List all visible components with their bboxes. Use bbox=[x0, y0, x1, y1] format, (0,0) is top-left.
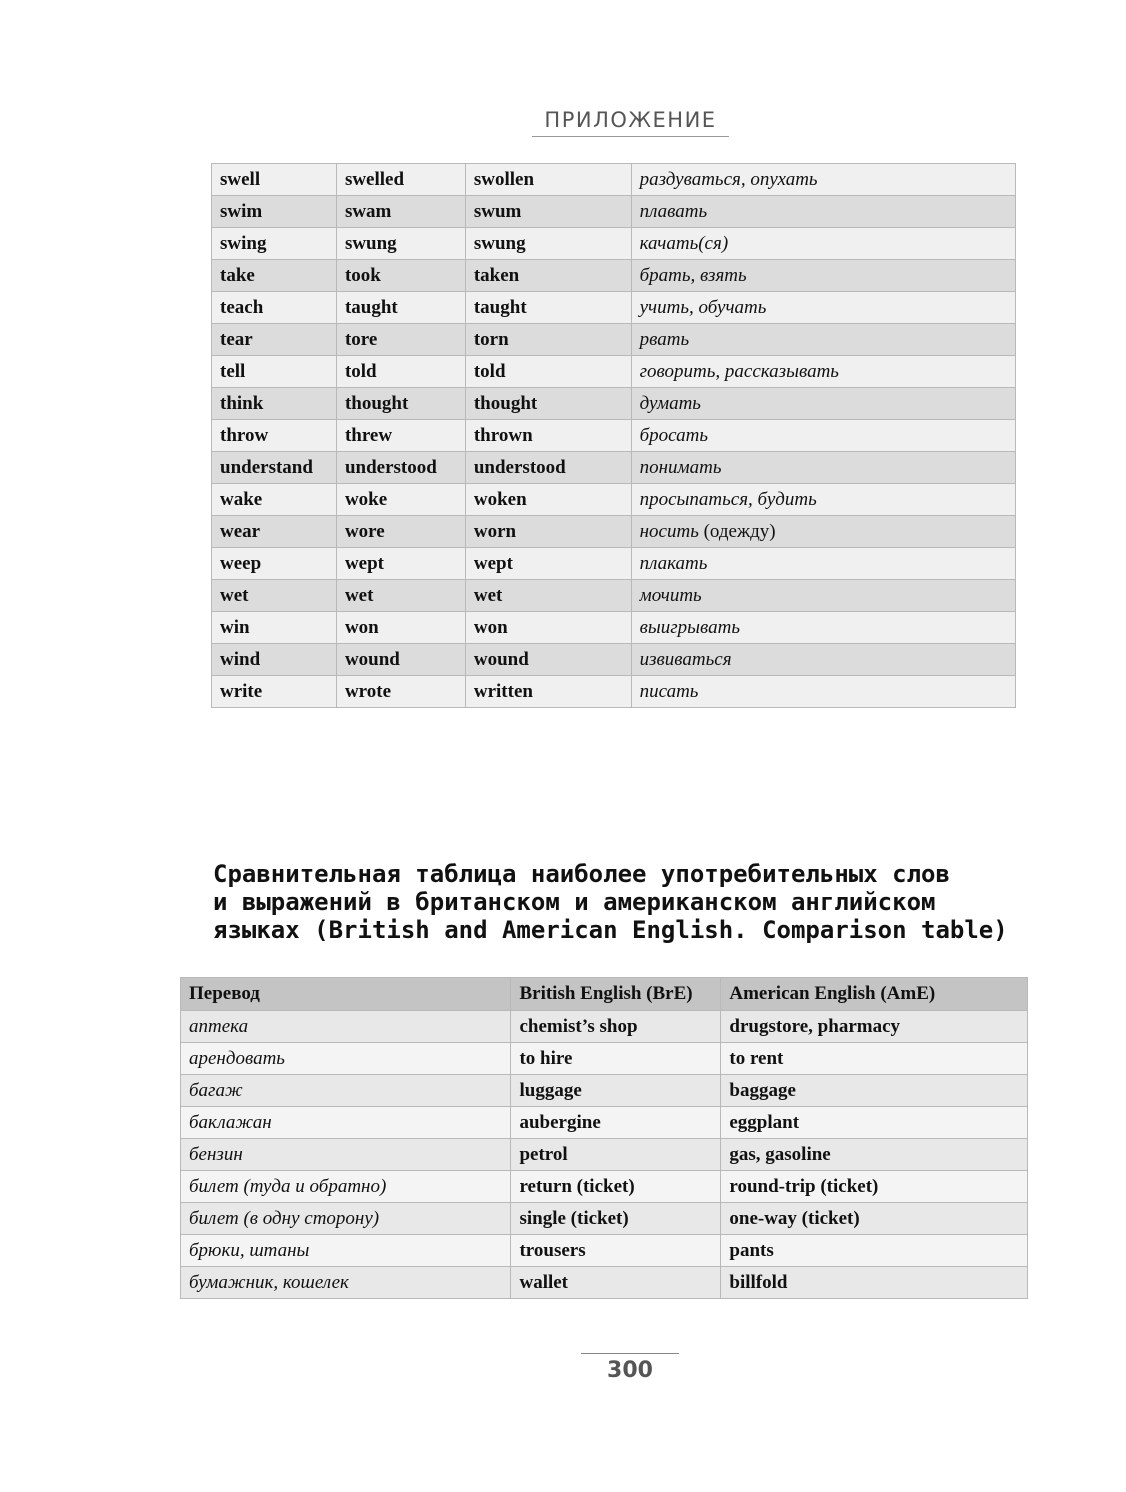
cell-translation: бумажник, кошелек bbox=[181, 1267, 511, 1299]
verb-base-form: wind bbox=[212, 644, 337, 676]
table-row bbox=[212, 516, 1016, 548]
cell-american: gas, gasoline bbox=[721, 1139, 1028, 1171]
table-row bbox=[212, 324, 1016, 356]
verb-past-simple: understood bbox=[336, 452, 465, 484]
verb-base-form: throw bbox=[212, 420, 337, 452]
cell-translation: аптека bbox=[181, 1011, 511, 1043]
verbs-table-body bbox=[212, 164, 1016, 708]
verb-base-form: swell bbox=[212, 164, 337, 196]
translation-text: учить, обучать bbox=[639, 296, 767, 318]
header-british: British English (BrE) bbox=[511, 978, 721, 1011]
translation-text: писать bbox=[639, 680, 699, 702]
translation-text: качать(ся) bbox=[639, 232, 729, 254]
translation-text: раздуваться, опухать bbox=[639, 168, 818, 190]
cell-translation: багаж bbox=[181, 1075, 511, 1107]
verb-base-form: weep bbox=[212, 548, 337, 580]
verb-past-simple: won bbox=[336, 612, 465, 644]
title-line: и выражений в британском и американском английском bbox=[213, 888, 936, 916]
verb-past-participle: swung bbox=[465, 228, 631, 260]
verb-past-participle: woken bbox=[465, 484, 631, 516]
verb-base-form: wake bbox=[212, 484, 337, 516]
cell-translation: арендовать bbox=[181, 1043, 511, 1075]
cell-american: one-way (ticket) bbox=[721, 1203, 1028, 1235]
table-row bbox=[212, 580, 1016, 612]
header-american: American English (AmE) bbox=[721, 978, 1028, 1011]
table-row bbox=[181, 1267, 1028, 1299]
table-row bbox=[212, 356, 1016, 388]
translation-text: просыпаться, будить bbox=[639, 488, 817, 510]
page-number: 300 bbox=[581, 1353, 679, 1383]
translation-text: думать bbox=[639, 392, 701, 414]
verb-base-form: swim bbox=[212, 196, 337, 228]
verb-past-participle: won bbox=[465, 612, 631, 644]
table-row bbox=[212, 676, 1016, 708]
verb-translation bbox=[631, 452, 1015, 484]
verb-past-participle: wet bbox=[465, 580, 631, 612]
verb-past-simple: threw bbox=[336, 420, 465, 452]
cell-american: to rent bbox=[721, 1043, 1028, 1075]
verb-past-simple: tore bbox=[336, 324, 465, 356]
verb-base-form: win bbox=[212, 612, 337, 644]
comparison-table-body bbox=[181, 1011, 1028, 1299]
verb-past-simple: wore bbox=[336, 516, 465, 548]
verb-past-participle: taken bbox=[465, 260, 631, 292]
table-row bbox=[212, 644, 1016, 676]
verb-past-simple: woke bbox=[336, 484, 465, 516]
verb-translation bbox=[631, 164, 1015, 196]
verb-past-participle: torn bbox=[465, 324, 631, 356]
translation-text: извиваться bbox=[639, 648, 732, 670]
table-row bbox=[181, 1139, 1028, 1171]
cell-american: baggage bbox=[721, 1075, 1028, 1107]
cell-translation: билет (туда и обратно) bbox=[181, 1171, 511, 1203]
table-row bbox=[181, 1075, 1028, 1107]
verb-translation bbox=[631, 324, 1015, 356]
verb-translation bbox=[631, 292, 1015, 324]
cell-british: return (ticket) bbox=[511, 1171, 721, 1203]
verb-past-participle: thrown bbox=[465, 420, 631, 452]
verb-past-simple: swam bbox=[336, 196, 465, 228]
verb-base-form: think bbox=[212, 388, 337, 420]
table-row bbox=[212, 548, 1016, 580]
table-header-row bbox=[181, 978, 1028, 1011]
verb-past-simple: wept bbox=[336, 548, 465, 580]
table-row bbox=[181, 1043, 1028, 1075]
cell-british: single (ticket) bbox=[511, 1203, 721, 1235]
cell-british: luggage bbox=[511, 1075, 721, 1107]
verb-translation bbox=[631, 196, 1015, 228]
verb-past-participle: understood bbox=[465, 452, 631, 484]
verb-translation bbox=[631, 516, 1015, 548]
verb-past-simple: took bbox=[336, 260, 465, 292]
verb-past-participle: swum bbox=[465, 196, 631, 228]
verb-base-form: take bbox=[212, 260, 337, 292]
verb-translation bbox=[631, 580, 1015, 612]
cell-british: trousers bbox=[511, 1235, 721, 1267]
title-line: Сравнительная таблица наиболее употребительных слов bbox=[213, 860, 950, 888]
verb-past-participle: thought bbox=[465, 388, 631, 420]
table-row bbox=[212, 452, 1016, 484]
verb-past-participle: swollen bbox=[465, 164, 631, 196]
verb-past-simple: wrote bbox=[336, 676, 465, 708]
verb-past-participle: wound bbox=[465, 644, 631, 676]
verb-base-form: tear bbox=[212, 324, 337, 356]
cell-british: petrol bbox=[511, 1139, 721, 1171]
comparison-section-title bbox=[213, 860, 1013, 944]
verb-past-simple: swelled bbox=[336, 164, 465, 196]
verb-past-simple: wet bbox=[336, 580, 465, 612]
translation-text: понимать bbox=[639, 456, 722, 478]
table-row bbox=[212, 612, 1016, 644]
verb-translation bbox=[631, 388, 1015, 420]
verb-translation bbox=[631, 356, 1015, 388]
table-row bbox=[181, 1203, 1028, 1235]
translation-text: мочить bbox=[639, 584, 702, 606]
cell-american: eggplant bbox=[721, 1107, 1028, 1139]
table-row bbox=[181, 1107, 1028, 1139]
bre-ame-comparison-table bbox=[180, 977, 1028, 1299]
verb-base-form: wet bbox=[212, 580, 337, 612]
verb-base-form: swing bbox=[212, 228, 337, 260]
verb-translation bbox=[631, 420, 1015, 452]
translation-text: плакать bbox=[639, 552, 708, 574]
verb-base-form: wear bbox=[212, 516, 337, 548]
table-row bbox=[212, 228, 1016, 260]
verb-past-simple: taught bbox=[336, 292, 465, 324]
verb-base-form: tell bbox=[212, 356, 337, 388]
cell-american: billfold bbox=[721, 1267, 1028, 1299]
verb-translation bbox=[631, 228, 1015, 260]
translation-text: носить bbox=[639, 520, 699, 542]
verb-base-form: write bbox=[212, 676, 337, 708]
verb-past-participle: wept bbox=[465, 548, 631, 580]
cell-translation: брюки, штаны bbox=[181, 1235, 511, 1267]
header-translation: Перевод bbox=[181, 978, 511, 1011]
translation-text: выигрывать bbox=[639, 616, 741, 638]
table-row bbox=[181, 1235, 1028, 1267]
verb-past-simple: wound bbox=[336, 644, 465, 676]
translation-text: бросать bbox=[639, 424, 708, 446]
verb-past-participle: taught bbox=[465, 292, 631, 324]
translation-text: брать, взять bbox=[639, 264, 747, 286]
table-row bbox=[181, 1011, 1028, 1043]
table-row bbox=[212, 484, 1016, 516]
table-row bbox=[212, 260, 1016, 292]
running-head: ПРИЛОЖЕНИЕ bbox=[532, 108, 729, 137]
verb-past-simple: swung bbox=[336, 228, 465, 260]
cell-translation: бензин bbox=[181, 1139, 511, 1171]
title-line: языках (British and American English. Comparison table) bbox=[213, 916, 1008, 944]
translation-text: плавать bbox=[639, 200, 708, 222]
verb-translation bbox=[631, 612, 1015, 644]
verb-translation bbox=[631, 676, 1015, 708]
cell-british: aubergine bbox=[511, 1107, 721, 1139]
cell-british: wallet bbox=[511, 1267, 721, 1299]
table-row bbox=[212, 388, 1016, 420]
verb-translation bbox=[631, 484, 1015, 516]
verb-base-form: teach bbox=[212, 292, 337, 324]
cell-translation: баклажан bbox=[181, 1107, 511, 1139]
cell-american: pants bbox=[721, 1235, 1028, 1267]
table-row bbox=[212, 292, 1016, 324]
table-row bbox=[212, 164, 1016, 196]
verb-past-participle: written bbox=[465, 676, 631, 708]
table-row bbox=[212, 420, 1016, 452]
verb-translation bbox=[631, 644, 1015, 676]
translation-text: рвать bbox=[639, 328, 690, 350]
verb-translation bbox=[631, 548, 1015, 580]
cell-american: round-trip (ticket) bbox=[721, 1171, 1028, 1203]
verb-translation bbox=[631, 260, 1015, 292]
cell-american: drugstore, pharmacy bbox=[721, 1011, 1028, 1043]
cell-translation: билет (в одну сторону) bbox=[181, 1203, 511, 1235]
irregular-verbs-table bbox=[211, 163, 1016, 708]
table-row bbox=[181, 1171, 1028, 1203]
verb-past-simple: told bbox=[336, 356, 465, 388]
verb-base-form: understand bbox=[212, 452, 337, 484]
verb-past-participle: told bbox=[465, 356, 631, 388]
translation-text: говорить, рассказывать bbox=[639, 360, 839, 382]
cell-british: to hire bbox=[511, 1043, 721, 1075]
verb-past-participle: worn bbox=[465, 516, 631, 548]
table-row bbox=[212, 196, 1016, 228]
cell-british: chemist’s shop bbox=[511, 1011, 721, 1043]
translation-note: (одежду) bbox=[698, 520, 776, 542]
verb-past-simple: thought bbox=[336, 388, 465, 420]
